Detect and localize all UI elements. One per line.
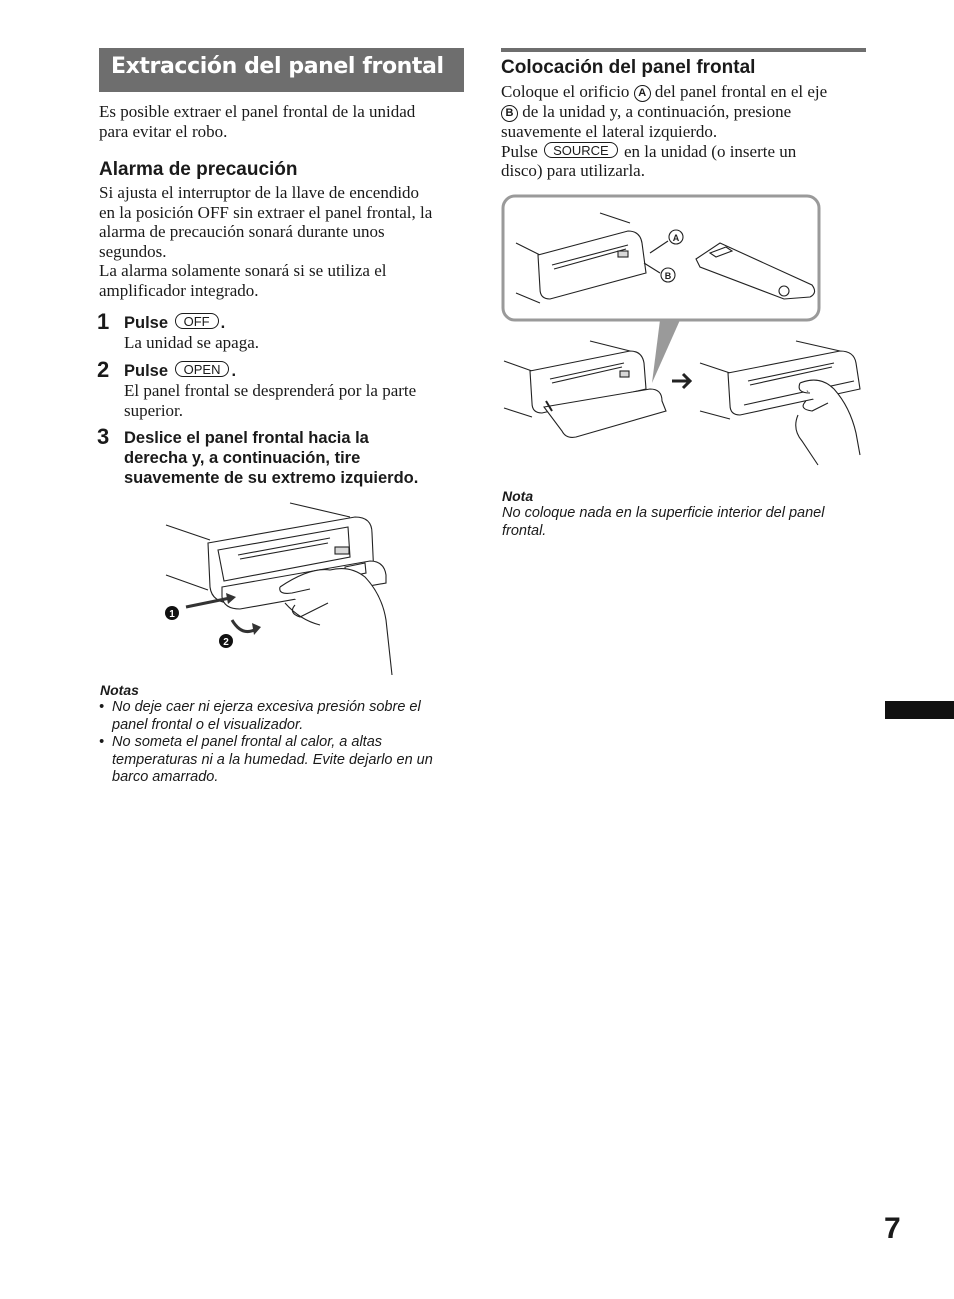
section-tab-marker <box>885 701 954 719</box>
attach-line: suavemente el lateral izquierdo. <box>501 122 718 141</box>
marker-a: A <box>634 85 651 102</box>
unit-a-display <box>620 371 629 377</box>
step-2-description <box>124 381 416 420</box>
bullet: • <box>99 734 105 750</box>
warning-line: amplificador integrado. <box>99 280 259 300</box>
step-2-suffix: . <box>231 362 237 380</box>
step-marker-2-label: 2 <box>223 637 229 648</box>
step-2-instruction <box>124 361 236 381</box>
unit-b-hand <box>796 380 860 465</box>
note-line: No deje caer ni ejerza excesiva presión sobre el <box>112 699 421 715</box>
attach-line <box>501 82 871 102</box>
section-title-removal: Extracción del panel frontal <box>99 48 464 92</box>
text-run: del panel frontal en el eje <box>654 82 828 101</box>
warning-line: segundos. <box>99 241 167 261</box>
intro-line: Es posible extraer el panel frontal de la unidad <box>99 102 416 121</box>
section-rule <box>501 48 866 52</box>
unit-display <box>335 547 349 554</box>
marker-b: B <box>501 105 518 122</box>
notes-list <box>99 699 469 787</box>
intro-line: para evitar el robo. <box>99 121 228 141</box>
callout-label-b-text: B <box>664 271 672 281</box>
step-3-line: derecha y, a continuación, tire <box>124 449 361 467</box>
callout-display <box>618 251 628 257</box>
attach-line <box>501 142 871 162</box>
removal-illustration <box>160 495 400 675</box>
bullet: • <box>99 699 105 715</box>
step-3-line: Deslice el panel frontal hacia la <box>124 429 369 447</box>
attach-illustration <box>500 193 870 473</box>
zoom-callout-pointer <box>652 320 680 383</box>
step-1-suffix: . <box>220 314 226 332</box>
section-title-attaching: Colocación del panel frontal <box>501 57 756 78</box>
note-line: No someta el panel frontal al calor, a altas <box>112 734 383 750</box>
attach-line: disco) para utilizarla. <box>501 161 645 181</box>
text-run: en la unidad (o inserte un <box>623 141 797 161</box>
step-2-prefix: Pulse <box>124 362 169 380</box>
notes-title: Notas <box>100 682 139 698</box>
warning-line: en la posición OFF sin extraer el panel frontal, la <box>99 202 433 222</box>
source-key: SOURCE <box>544 142 618 158</box>
warning-paragraph <box>99 183 469 301</box>
note-line: panel frontal o el visualizador. <box>112 716 304 733</box>
off-key: OFF <box>175 313 219 329</box>
step-1-number: 1 <box>97 309 110 334</box>
attach-line <box>501 102 871 122</box>
warning-line: Si ajusta el interruptor de la llave de encendido <box>99 183 420 202</box>
note-title: Nota <box>502 488 534 504</box>
pull-arrow-head <box>252 623 261 635</box>
next-step-arrow <box>672 374 690 388</box>
warning-heading: Alarma de precaución <box>99 159 298 180</box>
callout-label-a-text: A <box>672 233 680 243</box>
note-line: barco amarrado. <box>112 769 219 785</box>
pull-arrow <box>232 620 256 632</box>
note-item <box>99 699 469 734</box>
attach-paragraph <box>501 82 871 181</box>
warning-line: alarma de precaución sonará durante unos <box>99 222 385 242</box>
step-2-line: El panel frontal se desprenderá por la parte <box>124 381 417 400</box>
text-run: de la unidad y, a continuación, presione <box>522 102 792 121</box>
step-2-number: 2 <box>97 357 110 382</box>
open-key: OPEN <box>175 361 230 377</box>
note-item <box>99 734 469 787</box>
step-3-line: suavemente de su extremo izquierdo. <box>124 469 419 487</box>
note-text <box>502 505 872 540</box>
page-number: 7 <box>884 1212 901 1245</box>
step-marker-1-label: 1 <box>169 609 175 620</box>
warning-line: La alarma solamente sonará si se utiliza el <box>99 261 387 281</box>
step-1-prefix: Pulse <box>124 314 169 332</box>
step-1-description: La unidad se apaga. <box>124 333 259 352</box>
text-run: Coloque el orificio <box>501 82 630 101</box>
text-run: Pulse <box>501 141 538 161</box>
note-line: frontal. <box>502 522 547 539</box>
step-3-number: 3 <box>97 424 110 449</box>
note-line: temperaturas ni a la humedad. Evite dejarlo en un <box>112 751 433 768</box>
step-2-line: superior. <box>124 400 184 420</box>
intro-paragraph <box>99 102 469 141</box>
step-3-instruction <box>124 428 418 488</box>
note-line: No coloque nada en la superficie interior del panel <box>502 505 825 521</box>
step-1-instruction <box>124 313 225 333</box>
